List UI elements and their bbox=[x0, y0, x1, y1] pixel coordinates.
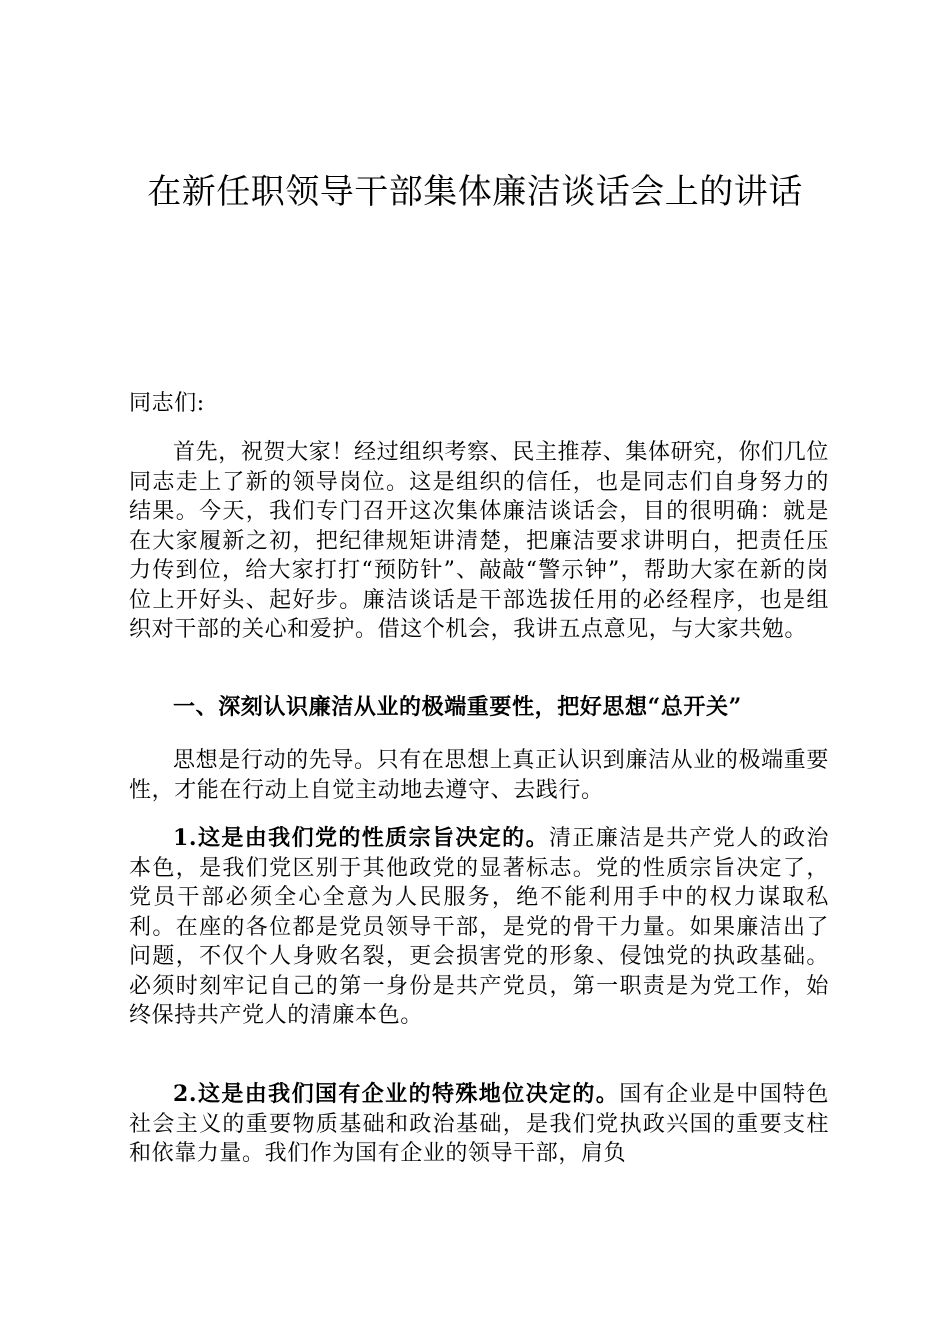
salutation: 同志们: bbox=[129, 391, 205, 416]
document-title: 在新任职领导干部集体廉洁谈话会上的讲话 bbox=[147, 172, 803, 212]
point-2-paragraph bbox=[129, 1080, 829, 1169]
point-2-lead: 2.这是由我们国有企业的特殊地位决定的。 bbox=[173, 1081, 620, 1107]
point-1-body: 清正廉洁是共产党人的政治本色，是我们党区别于其他政党的显著标志。党的性质宗旨决定了，党员干部必须全心全意为人民服务，绝不能利用手中的权力谋取私利。在座的各位都是党员领导干部，是党的骨干力量。如果廉洁出了问题，不仅个人身败名裂，更会损害党的形象、侵蚀党的执政基础。必须时刻牢记自己的第一身份是共产党员，第一职责是为党工作，始终保持共产党人的清廉本色。 bbox=[129, 826, 829, 1028]
section-1-heading: 一、深刻认识廉洁从业的极端重要性，把好思想“总开关” bbox=[173, 694, 742, 720]
intro-paragraph: 首先，祝贺大家！经过组织考察、民主推荐、集体研究，你们几位同志走上了新的领导岗位。这是组织的信任，也是同志们自身努力的结果。今天，我们专门召开这次集体廉洁谈话会，目的很明确：就是在大家履新之初，把纪律规矩讲清楚，把廉洁要求讲明白，把责任压力传到位，给大家打打“预防针”、敲敲“警示钟”，帮助大家在新的岗位上开好头、起好步。廉洁谈话是干部选拔任用的必经程序，也是组织对干部的关心和爱护。借这个机会，我讲五点意见，与大家共勉。 bbox=[129, 440, 829, 642]
point-1-lead: 1.这是由我们党的性质宗旨决定的。 bbox=[173, 825, 549, 851]
point-1-paragraph bbox=[129, 824, 829, 1031]
section-1-intro-paragraph: 思想是行动的先导。只有在思想上真正认识到廉洁从业的极端重要性，才能在行动上自觉主动地去遵守、去践行。 bbox=[129, 748, 829, 803]
point-2-body: 国有企业是中国特色社会主义的重要物质基础和政治基础，是我们党执政兴国的重要支柱和依靠力量。我们作为国有企业的领导干部，肩负 bbox=[129, 1082, 829, 1166]
